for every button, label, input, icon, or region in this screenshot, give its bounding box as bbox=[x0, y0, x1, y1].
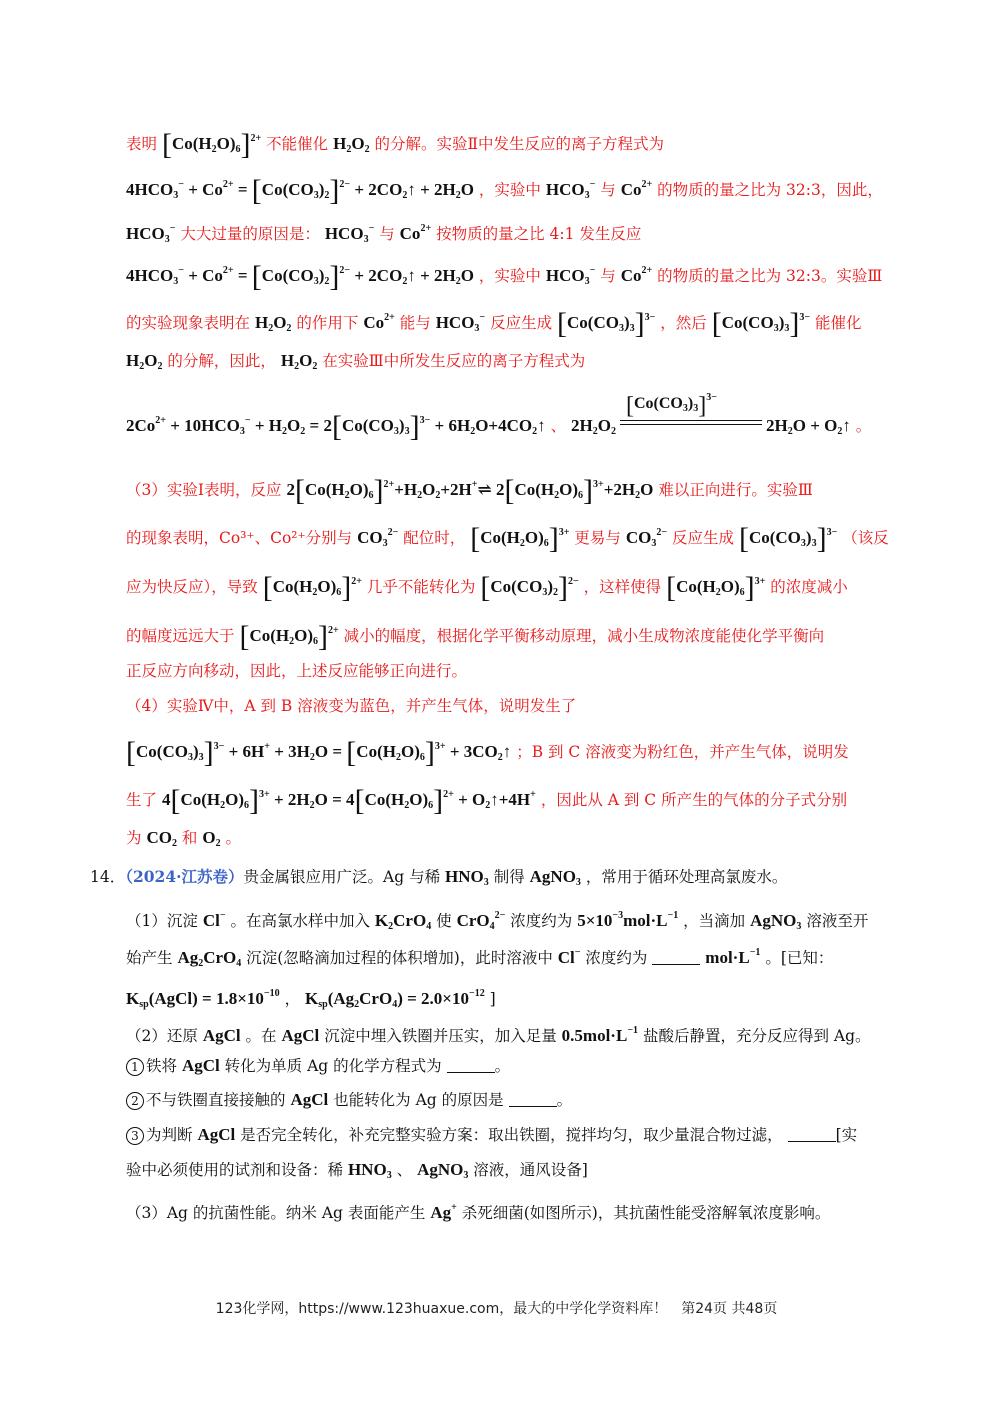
q14-part1-line1 bbox=[126, 905, 868, 938]
text-span: 按物质的量之比 4:1 发生反应 bbox=[436, 225, 642, 243]
text-span: 沉淀中埋入铁圈并压实，加入足量 bbox=[324, 1027, 557, 1045]
text-span: 。[已知： bbox=[765, 949, 834, 967]
text-span: （1）沉淀 bbox=[126, 912, 198, 930]
formula-cro4-2minus: CrO$_4^{2-}$ bbox=[456, 910, 506, 932]
formula-co-co3-3minus: $[Co(CO_3)_3]^{3-}$ bbox=[557, 307, 656, 340]
formula-co2plus: $Co^{2+}$ bbox=[620, 179, 653, 199]
answer-blank[interactable] bbox=[788, 1127, 836, 1142]
question-source: （2024·江苏卷） bbox=[125, 867, 244, 886]
text-span: 铁将 bbox=[146, 1057, 178, 1075]
text-span: 的现象表明，Co³⁺、Co²⁺分别与 bbox=[126, 529, 353, 547]
formula-co-co3-2-2minus: $[Co(CO_3)_2]^{2-}$ bbox=[480, 571, 579, 604]
answer-line-9 bbox=[126, 522, 889, 555]
text-span: 盐酸后静置，充分反应得到 Ag。 bbox=[642, 1027, 871, 1045]
formula-co-h2o6-2plus: $[Co(H_2O)_6]^{2+}$ bbox=[262, 571, 362, 604]
answer-line-4 bbox=[126, 260, 882, 293]
text-span: 。 bbox=[225, 829, 242, 847]
text-span: 不能催化 bbox=[266, 135, 329, 153]
text-span: 与 bbox=[600, 181, 616, 199]
answer-line-2 bbox=[126, 174, 883, 207]
formula-co-h2o6-3plus: $[Co(H_2O)_6]^{3+}$ bbox=[666, 571, 766, 604]
text-span: 不与铁圈直接接触的 bbox=[146, 1091, 286, 1109]
circled-number: 3 bbox=[126, 1127, 144, 1145]
formula-o2: $O_2$ bbox=[202, 828, 221, 849]
q14-part1-line3 bbox=[126, 983, 496, 1016]
equation-catalytic: $2H_2O_2$ $[Co(CO_3)_3]^{3-}$ $2H_2O$ + $O_2↑$ bbox=[571, 392, 851, 437]
formula-h2o2: $H_2O_2$ bbox=[333, 134, 370, 155]
formula-co2plus: $Co^{2+}$ bbox=[363, 312, 395, 332]
formula-co3-2minus: $CO_3^{2-}$ bbox=[357, 527, 399, 549]
equation-hco3-co2plus: $4HCO_3^- + Co^{2+} = [Co(CO_3)_2]^{2-}$ + $2CO_2↑ + 2H_2O$ bbox=[126, 260, 474, 293]
text-span: （2）还原 bbox=[126, 1027, 198, 1045]
text-span: ，因此从 A 到 C 所产生的气体的分子式分别 bbox=[540, 791, 848, 809]
question-number: 14． bbox=[90, 868, 126, 886]
formula-agcl: AgCl bbox=[181, 1056, 220, 1075]
formula-agcl: AgCl bbox=[281, 1026, 320, 1045]
text-span: （该反 bbox=[842, 529, 889, 547]
text-span: 是否完全转化，补充完整实验方案：取出铁圈，搅拌均匀，取少量混合物过滤， bbox=[240, 1126, 783, 1144]
ksp-ag2cro4: $K_{sp}(Ag_2CrO_4) = 2.0\times 10^{-12}$ bbox=[305, 988, 485, 1010]
formula-h2o2: $H_2O_2$ bbox=[126, 351, 163, 372]
answer-line-12 bbox=[126, 660, 467, 682]
formula-hco3: $HCO_3^-$ bbox=[545, 179, 596, 201]
formula-agno3: AgNO$_3$ bbox=[750, 911, 802, 932]
answer-line-7 bbox=[126, 392, 872, 443]
formula-co2plus: $Co^{2+}$ bbox=[620, 265, 653, 285]
formula-agcl: AgCl bbox=[290, 1090, 329, 1109]
value-hcl-concentration: $0.5mol\cdot L^{-1}$ bbox=[561, 1025, 639, 1045]
answer-blank[interactable] bbox=[652, 950, 700, 965]
formula-k2cro4: $K_2CrO_4$ bbox=[374, 911, 432, 932]
text-span: 使 bbox=[436, 912, 452, 930]
formula-co-h2o6-2plus: $[Co(H_2O)_6]^{2+}$ bbox=[239, 620, 339, 653]
text-span: 。 bbox=[556, 1091, 573, 1109]
answer-line-11 bbox=[126, 620, 824, 653]
value-concentration: $5\times 10^{-3}mol\cdot L^{-1}$ bbox=[577, 910, 679, 930]
text-span: ] bbox=[489, 990, 496, 1008]
text-span: ，这样使得 bbox=[583, 578, 662, 596]
text-span: 配位时， bbox=[403, 529, 466, 547]
answer-line-16 bbox=[126, 827, 241, 855]
answer-line-3 bbox=[126, 218, 641, 251]
text-span: 能催化 bbox=[815, 314, 862, 332]
text-span: 表明 bbox=[126, 135, 158, 153]
text-span: 浓度约为 bbox=[510, 912, 573, 930]
text-span: 减小的幅度，根据化学平衡移动原理，减小生成物浓度能使化学平衡向 bbox=[343, 627, 825, 645]
text-span: 。在高氯水样中加入 bbox=[230, 912, 370, 930]
text-span: 转化为单质 Ag 的化学方程式为 bbox=[224, 1057, 442, 1075]
text-span: （3）Ag 的抗菌性能。纳米 Ag 表面能产生 bbox=[126, 1204, 426, 1222]
answer-line-1 bbox=[126, 128, 664, 161]
text-span: 反应生成 bbox=[490, 314, 553, 332]
text-span: 几乎不能转化为 bbox=[366, 578, 476, 596]
equation-reaction-bc: $4[Co(H_2O)_6]^{3+} + 2H_2O = 4[Co(H_2O)_6]^{2+}$ + $O_2↑+4H^+$ bbox=[161, 784, 536, 817]
formula-co-co3-3minus: $[Co(CO_3)_3]^{3-}$ bbox=[711, 307, 811, 340]
formula-agcl: AgCl bbox=[197, 1125, 236, 1144]
q14-part2-sub2 bbox=[126, 1089, 572, 1111]
text-span: 能与 bbox=[399, 314, 431, 332]
formula-co-h2o6-3plus: $[Co(H_2O)_6]^{3+}$ bbox=[470, 522, 570, 555]
equation-reaction-ab: $[Co(CO_3)_3]^{3-} + 6H^+ + 3H_2O = [Co(H_2O)_6]^{3+}$ + $3CO_2↑$ bbox=[126, 736, 512, 769]
equation-reaction-3: $2[Co(H_2O)_6]^{2+}+H_2O_2+2H^+\rightleftharpoons$ $2[Co(H_2O)_6]^{3+}+2H_2O$ bbox=[286, 474, 654, 507]
text-span: 。在 bbox=[245, 1027, 277, 1045]
formula-co-co3-3minus: $[Co(CO_3)_3]^{3-}$ bbox=[738, 522, 838, 555]
text-span: 正反应方向移动，因此，上述反应能够正向进行。 bbox=[126, 662, 468, 680]
text-span: （4）实验Ⅳ中，A 到 B 溶液变为蓝色，并产生气体，说明发生了 bbox=[126, 697, 577, 715]
text-span: ，当滴加 bbox=[683, 912, 746, 930]
question-14-stem bbox=[90, 866, 787, 894]
text-span: 的分解。实验Ⅱ中发生反应的离子方程式为 bbox=[374, 135, 665, 153]
q14-part2-sub1 bbox=[126, 1055, 510, 1077]
unit-mol-per-l: $mol\cdot L^{-1}$ bbox=[705, 947, 761, 967]
answer-blank[interactable] bbox=[447, 1058, 495, 1073]
text-span: 更易与 bbox=[574, 529, 621, 547]
text-span: 。 bbox=[855, 417, 872, 435]
text-span: 溶液至开 bbox=[806, 912, 869, 930]
text-span: ， bbox=[284, 990, 301, 1008]
answer-line-6 bbox=[126, 350, 585, 378]
text-span: 的作用下 bbox=[296, 314, 359, 332]
text-span: 。 bbox=[494, 1057, 511, 1075]
formula-ag2cro4: $Ag_2CrO_4$ bbox=[177, 948, 242, 969]
text-span: 与 bbox=[379, 225, 395, 243]
q14-part2-sub3-line2 bbox=[126, 1159, 588, 1187]
text-span: 为 bbox=[126, 829, 142, 847]
text-span: 的物质的量之比为 32:3。实验Ⅲ bbox=[657, 267, 883, 285]
answer-line-10 bbox=[126, 571, 848, 604]
answer-line-14 bbox=[126, 736, 849, 769]
text-span: 验中必须使用的试剂和设备：稀 bbox=[126, 1161, 344, 1179]
formula-co-h2o6-2plus: $[Co(H_2O)_6]^{2+}$ bbox=[161, 128, 262, 161]
text-span: 的浓度减小 bbox=[770, 578, 848, 596]
text-span: 也能转化为 Ag 的原因是 bbox=[333, 1091, 504, 1109]
text-span: 制得 bbox=[493, 868, 525, 886]
text-span: 的分解，因此， bbox=[167, 352, 276, 370]
text-span: 在实验Ⅲ中所发生反应的离子方程式为 bbox=[322, 352, 586, 370]
formula-co2: $CO_2$ bbox=[146, 828, 177, 849]
answer-line-13 bbox=[126, 695, 576, 717]
text-span: 难以正向进行。实验Ⅲ bbox=[658, 481, 813, 499]
text-span: 杀死细菌(如图所示)，其抗菌性能受溶解氧浓度影响。 bbox=[461, 1204, 831, 1222]
text-span: （3）实验Ⅰ表明，反应 bbox=[126, 481, 282, 499]
formula-hco3: $HCO_3^-$ bbox=[126, 223, 176, 245]
formula-co2plus: $Co^{2+}$ bbox=[399, 223, 432, 243]
text-span: 的物质的量之比为 32:3，因此， bbox=[657, 181, 883, 199]
equation-ion: $2Co^{2+} + 10HCO_3^- + H_2O_2 = 2[Co(CO_3)_3]^{3-}$ + $6H_2O+4CO_2↑$ bbox=[126, 410, 546, 443]
catalyst-over-arrow: $[Co(CO_3)_3]^{3-}$ bbox=[616, 411, 766, 433]
formula-cl-minus: Cl− bbox=[202, 910, 226, 930]
formula-agno3: AgNO$_3$ bbox=[417, 1160, 469, 1181]
formula-h2o2: $H_2O_2$ bbox=[254, 313, 292, 334]
text-span: 应为快反应），导致 bbox=[126, 578, 258, 596]
answer-line-5 bbox=[126, 307, 862, 340]
text-span: 与 bbox=[600, 267, 616, 285]
q14-part2-line1 bbox=[126, 1020, 871, 1047]
q14-part2-sub3 bbox=[126, 1124, 857, 1146]
formula-hno3: $HNO_3$ bbox=[445, 867, 489, 888]
q14-part3-line1 bbox=[126, 1197, 830, 1224]
text-span: 始产生 bbox=[126, 949, 173, 967]
page-footer: 123化学网，https://www.123huaxue.com，最大的中学化学资料库！ 第24页 共48页 bbox=[215, 1301, 778, 1317]
text-span: 和 bbox=[181, 829, 198, 847]
formula-cl-minus: Cl− bbox=[557, 947, 581, 967]
formula-co3-2minus: $CO_3^{2-}$ bbox=[625, 527, 668, 549]
text-span: ，实验中 bbox=[478, 181, 541, 199]
formula-h2o2: $H_2O_2$ bbox=[280, 351, 318, 372]
formula-hco3: $HCO_3^-$ bbox=[545, 265, 596, 287]
answer-blank[interactable] bbox=[509, 1092, 557, 1107]
text-span: 为判断 bbox=[146, 1126, 193, 1144]
text-span: [实 bbox=[835, 1126, 858, 1144]
circled-number: 1 bbox=[126, 1058, 144, 1076]
text-span: 溶液，通风设备] bbox=[473, 1161, 588, 1179]
equation-hco3-co2plus: $4HCO_3^- + Co^{2+} = [Co(CO_3)_2]^{2-}$ + $2CO_2↑ + 2H_2O$ bbox=[126, 174, 474, 207]
formula-ag-plus: Ag+ bbox=[430, 1202, 457, 1222]
text-span: 、 bbox=[550, 417, 567, 435]
text-span: ，实验中 bbox=[478, 267, 541, 285]
text-span: 沉淀(忽略滴加过程的体积增加)，此时溶液中 bbox=[246, 949, 553, 967]
formula-hco3: $HCO_3^-$ bbox=[324, 223, 375, 245]
circled-number: 2 bbox=[126, 1092, 144, 1110]
text-span: ，然后 bbox=[660, 314, 707, 332]
text-span: 贵金属银应用广泛。Ag 与稀 bbox=[243, 868, 441, 886]
text-span: ；B 到 C 溶液变为粉红色，并产生气体，说明发 bbox=[516, 743, 849, 761]
formula-agcl: AgCl bbox=[202, 1026, 241, 1045]
formula-agno3: AgNO$_3$ bbox=[529, 867, 581, 888]
q14-part1-line2 bbox=[126, 942, 833, 975]
text-span: 大大过量的原因是： bbox=[180, 225, 320, 243]
text-span: 生了 bbox=[126, 791, 158, 809]
text-span: 、 bbox=[396, 1161, 413, 1179]
text-span: 的幅度远远大于 bbox=[126, 627, 235, 645]
formula-hco3: $HCO_3^-$ bbox=[435, 312, 486, 334]
text-span: 的实验现象表明在 bbox=[126, 314, 251, 332]
text-span: 浓度约为 bbox=[585, 949, 648, 967]
text-span: 反应生成 bbox=[672, 529, 735, 547]
ksp-agcl: $K_{sp}(AgCl) = 1.8\times 10^{-10}$ bbox=[126, 988, 280, 1010]
answer-line-15 bbox=[126, 784, 847, 817]
formula-hno3: $HNO_3$ bbox=[347, 1160, 392, 1181]
answer-line-8 bbox=[126, 474, 813, 507]
text-span: ，常用于循环处理高氯废水。 bbox=[585, 868, 788, 886]
